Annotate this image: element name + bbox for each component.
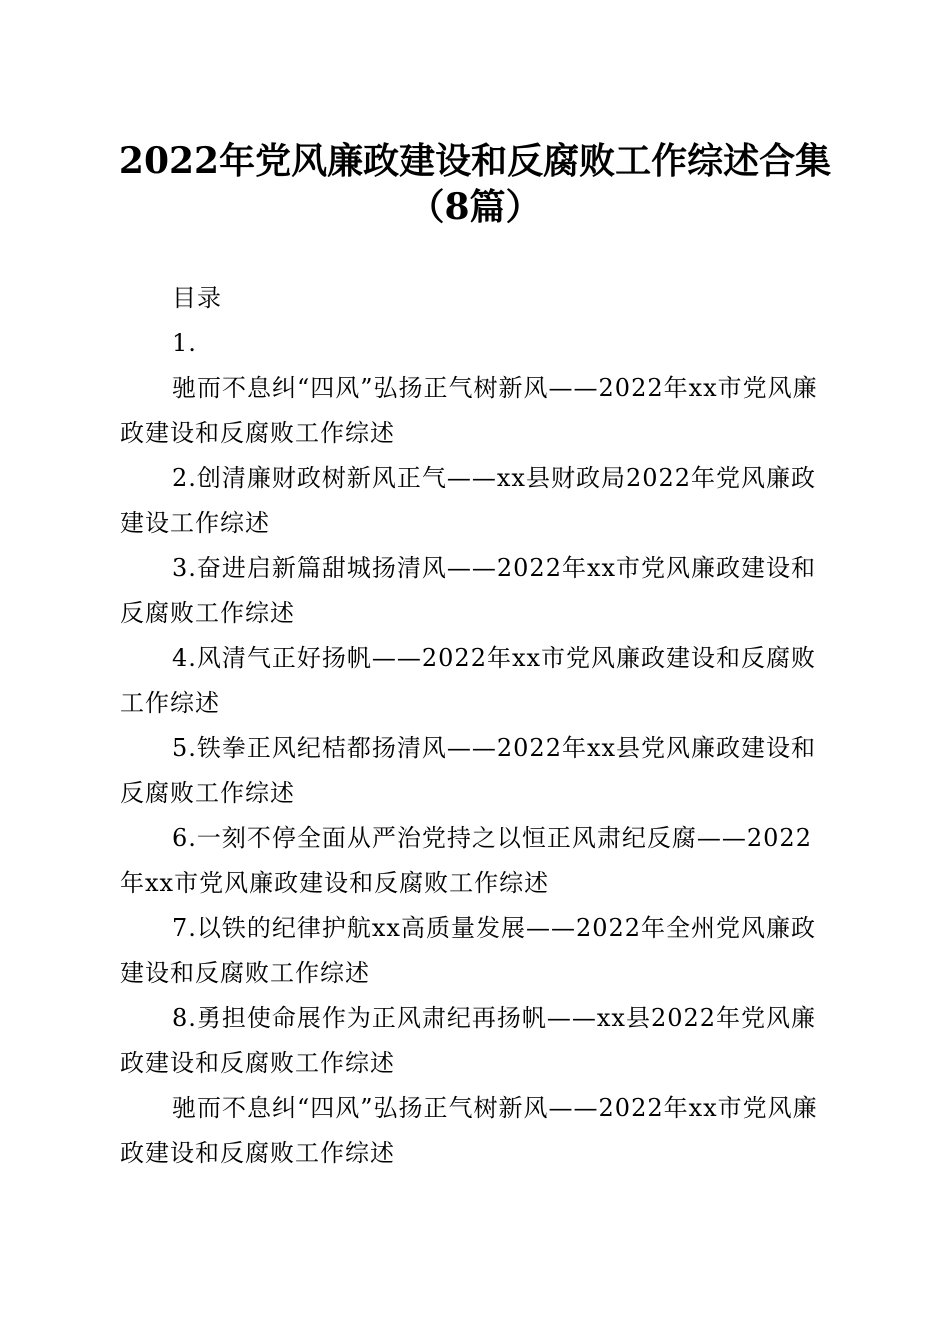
toc-item-4: 4.风清气正好扬帆——2022年xx市党风廉政建设和反腐败工作综述: [120, 644, 817, 717]
section-title: 驰而不息纠“四风”弘扬正气树新风——2022年xx市党风廉政建设和反腐败工作综述: [120, 1094, 818, 1167]
toc-heading: 目录: [172, 284, 222, 312]
toc-item-7: 7.以铁的纪律护航xx高质量发展——2022年全州党风廉政建设和反腐败工作综述: [120, 914, 817, 987]
toc-item-1-number: 1.: [172, 329, 197, 357]
toc-item-5: 5.铁拳正风纪桔都扬清风——2022年xx县党风廉政建设和反腐败工作综述: [120, 734, 817, 807]
toc-item-6: 6.一刻不停全面从严治党持之以恒正风肃纪反腐——2022年xx市党风廉政建设和反腐败工作综述: [120, 824, 812, 897]
document-title: 2022年党风廉政建设和反腐败工作综述合集: [118, 140, 832, 182]
document-subtitle: （8篇）: [408, 186, 542, 228]
toc-item-2: 2.创清廉财政树新风正气——xx县财政局2022年党风廉政建设工作综述: [120, 464, 817, 537]
toc-item-8: 8.勇担使命展作为正风肃纪再扬帆——xx县2022年党风廉政建设和反腐败工作综述: [120, 1004, 817, 1077]
toc-item-1: 驰而不息纠“四风”弘扬正气树新风——2022年xx市党风廉政建设和反腐败工作综述: [120, 374, 818, 447]
toc-item-3: 3.奋进启新篇甜城扬清风——2022年xx市党风廉政建设和反腐败工作综述: [120, 554, 817, 627]
